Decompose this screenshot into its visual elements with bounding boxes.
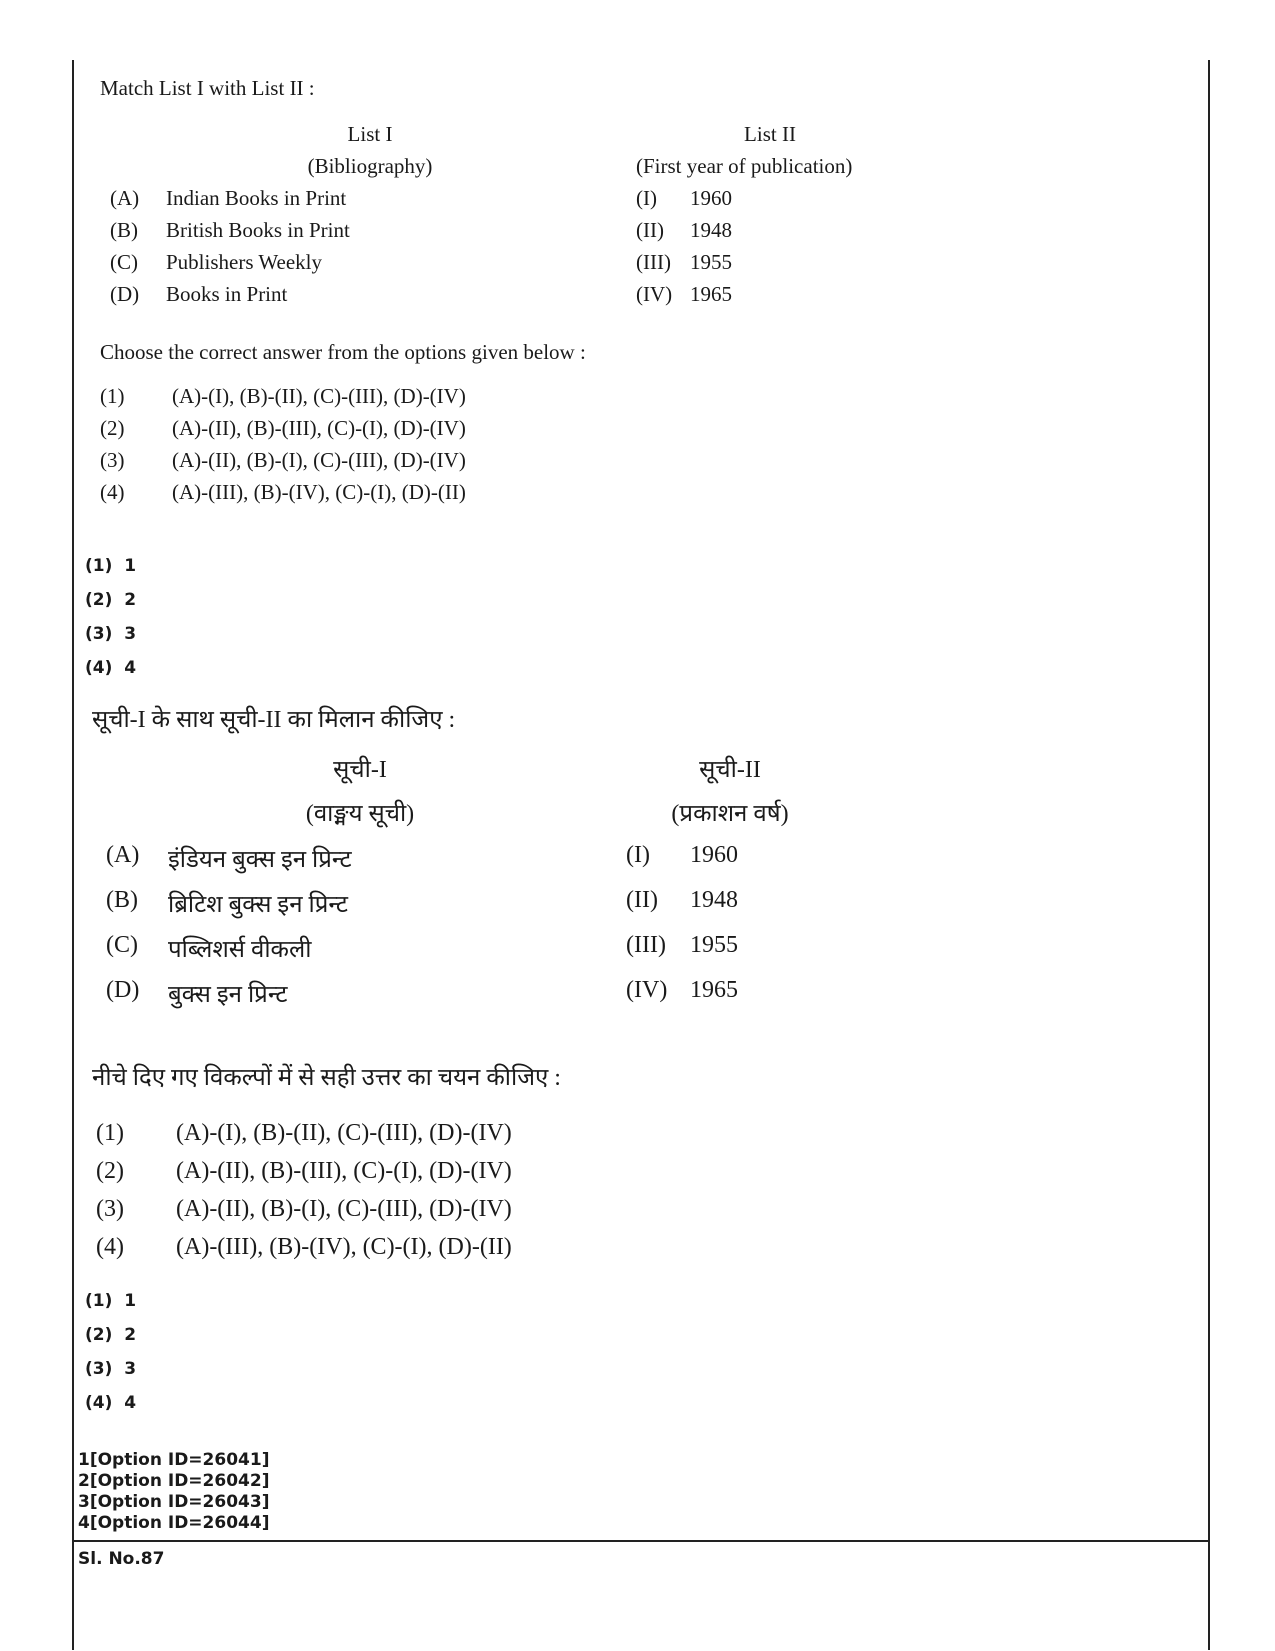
row-text: इंडियन बुक्स इन प्रिन्ट	[168, 847, 352, 873]
row-label: (C)	[106, 932, 138, 958]
row-year: 1960	[690, 842, 738, 868]
row-year: 1948	[690, 218, 732, 242]
row-text: पब्लिशर्स वीकली	[168, 937, 312, 963]
row-label: (I)	[636, 186, 657, 210]
row-year: 1948	[690, 887, 738, 913]
answer-choice-1[interactable]: (1) 1	[85, 556, 137, 576]
option-id: 4[Option ID=26044]	[78, 1513, 270, 1533]
row-label: (II)	[626, 887, 658, 913]
list1-title-hi: सूची-I	[333, 757, 387, 783]
row-year: 1965	[690, 282, 732, 306]
question-instruction-en: Match List I with List II :	[100, 76, 315, 100]
row-label: (III)	[636, 250, 671, 274]
option-id-list	[78, 1450, 269, 1534]
row-label: (IV)	[626, 977, 668, 1003]
right-border	[1208, 60, 1210, 1650]
list2-subtitle-hi: (प्रकाशन वर्ष)	[671, 801, 789, 827]
row-label: (A)	[110, 186, 140, 210]
answer-choice-2[interactable]: (2) 2	[85, 590, 137, 610]
serial-number: Sl. No.87	[78, 1549, 165, 1569]
list2-title-hi: सूची-II	[699, 757, 761, 783]
option-text: (A)-(III), (B)-(IV), (C)-(I), (D)-(II)	[172, 480, 466, 504]
option-text: (A)-(II), (B)-(I), (C)-(III), (D)-(IV)	[176, 1196, 512, 1222]
row-text: ब्रिटिश बुक्स इन प्रिन्ट	[168, 892, 349, 918]
option-number: (3)	[100, 448, 125, 472]
row-year: 1955	[690, 250, 732, 274]
option-text: (A)-(II), (B)-(III), (C)-(I), (D)-(IV)	[176, 1158, 512, 1184]
question-instruction-hi: सूची-I के साथ सूची-II का मिलान कीजिए :	[92, 707, 456, 733]
answer-choice-1[interactable]: (1) 1	[85, 1291, 137, 1311]
option-number: (1)	[100, 384, 125, 408]
row-year: 1955	[690, 932, 738, 958]
option-number: (2)	[100, 416, 125, 440]
option-number: (4)	[96, 1234, 124, 1260]
option-id: 3[Option ID=26043]	[78, 1492, 270, 1512]
row-label: (I)	[626, 842, 650, 868]
choose-instruction-hi: नीचे दिए गए विकल्पों में से सही उत्तर का चयन कीजिए :	[92, 1065, 561, 1091]
option-text: (A)-(I), (B)-(II), (C)-(III), (D)-(IV)	[172, 384, 466, 408]
row-label: (IV)	[636, 282, 673, 306]
row-text: British Books in Print	[166, 218, 350, 242]
left-border	[72, 60, 74, 1650]
row-label: (D)	[110, 282, 140, 306]
row-label: (B)	[110, 218, 138, 242]
option-text: (A)-(I), (B)-(II), (C)-(III), (D)-(IV)	[176, 1120, 512, 1146]
option-number: (1)	[96, 1120, 124, 1146]
answer-choice-4[interactable]: (4) 4	[85, 658, 137, 678]
row-label: (C)	[110, 250, 138, 274]
row-label: (III)	[626, 932, 666, 958]
row-label: (D)	[106, 977, 140, 1003]
list1-subtitle-hi: (वाङ्मय सूची)	[305, 801, 415, 827]
row-text: बुक्स इन प्रिन्ट	[168, 982, 288, 1008]
option-number: (2)	[96, 1158, 124, 1184]
list1-subtitle-en: (Bibliography)	[307, 154, 433, 178]
answer-choice-2[interactable]: (2) 2	[85, 1325, 137, 1345]
answer-choice-3[interactable]: (3) 3	[85, 624, 137, 644]
row-label: (II)	[636, 218, 664, 242]
option-text: (A)-(III), (B)-(IV), (C)-(I), (D)-(II)	[176, 1234, 512, 1260]
row-text: Publishers Weekly	[166, 250, 322, 274]
row-text: Books in Print	[166, 282, 288, 306]
answer-choice-4[interactable]: (4) 4	[85, 1393, 137, 1413]
option-text: (A)-(II), (B)-(III), (C)-(I), (D)-(IV)	[172, 416, 466, 440]
list2-title-en: List II	[744, 122, 796, 146]
row-year: 1965	[690, 977, 738, 1003]
option-text: (A)-(II), (B)-(I), (C)-(III), (D)-(IV)	[172, 448, 466, 472]
option-number: (3)	[96, 1196, 124, 1222]
answer-choice-3[interactable]: (3) 3	[85, 1359, 137, 1379]
footer-divider	[72, 1540, 1210, 1542]
list2-subtitle-en: (First year of publication)	[636, 154, 853, 178]
row-year: 1960	[690, 186, 732, 210]
row-text: Indian Books in Print	[166, 186, 347, 210]
list1-title-en: List I	[347, 122, 393, 146]
option-id: 1[Option ID=26041]	[78, 1450, 270, 1470]
row-label: (B)	[106, 887, 138, 913]
choose-instruction-en: Choose the correct answer from the options given below :	[100, 340, 586, 364]
row-label: (A)	[106, 842, 140, 868]
option-id: 2[Option ID=26042]	[78, 1471, 270, 1491]
option-number: (4)	[100, 480, 125, 504]
